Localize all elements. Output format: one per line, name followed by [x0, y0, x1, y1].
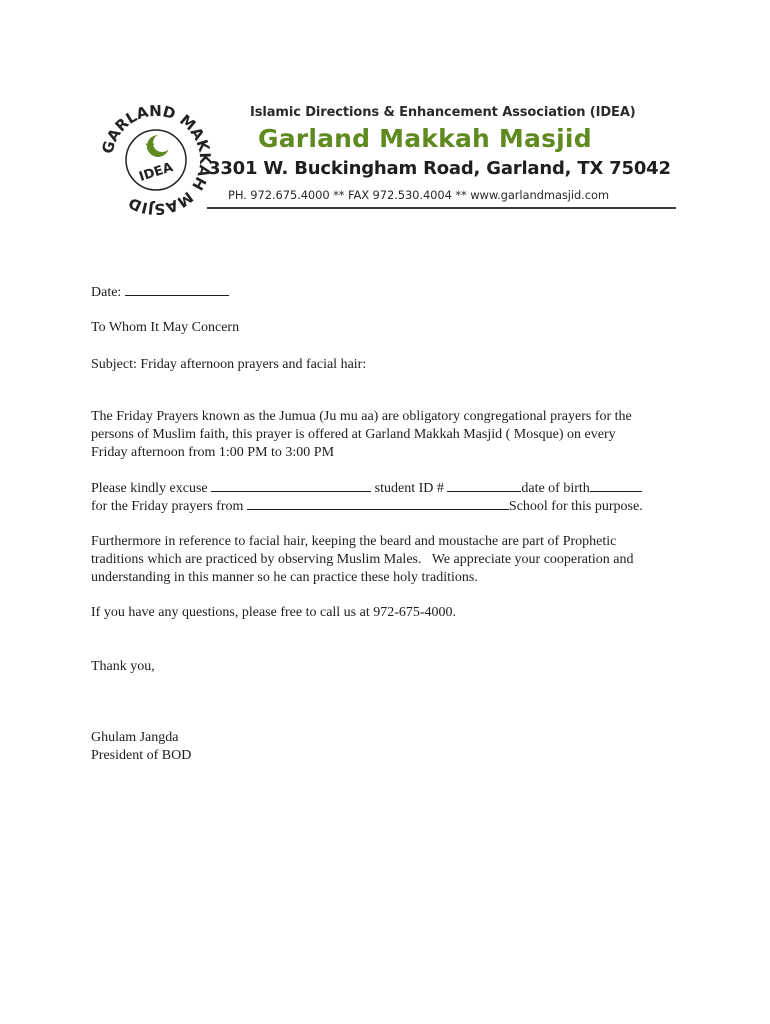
- letterhead-divider: [207, 207, 676, 209]
- contact-info: PH. 972.675.4000 ** FAX 972.530.4004 ** www.garlandmasjid.com: [228, 188, 609, 202]
- signer-name: Ghulam Jangda: [91, 730, 179, 745]
- student-id-blank: [447, 479, 521, 492]
- excuse-line-1: [91, 479, 642, 498]
- date-label: Date:: [91, 285, 122, 300]
- svg-text:GARLAND MAKKAH MASJID: GARLAND MAKKAH MASJID: [98, 101, 215, 219]
- crescent-star-icon: [145, 134, 171, 157]
- masjid-seal-logo: [92, 96, 220, 224]
- letterhead: [0, 0, 770, 230]
- paragraph-line: persons of Muslim faith, this prayer is offered at Garland Makkah Masjid ( Mosque) on every: [91, 427, 616, 442]
- paragraph-line: Furthermore in reference to facial hair, keeping the beard and moustache are part of Prophetic: [91, 534, 617, 549]
- signature-block: [91, 729, 191, 765]
- paragraph-line: The Friday Prayers known as the Jumua (Ju mu aa) are obligatory congregational prayers for the: [91, 409, 632, 424]
- org-name: Islamic Directions & Enhancement Association (IDEA): [250, 105, 636, 120]
- excuse-prefix: Please kindly excuse: [91, 481, 208, 496]
- excuse-line2-suffix: School for this purpose.: [508, 499, 643, 514]
- dob-label: date of birth: [521, 481, 590, 496]
- school-name-blank: [247, 497, 509, 510]
- dob-blank: [590, 479, 642, 492]
- paragraph-facial-hair: [91, 533, 634, 587]
- closing: Thank you,: [91, 659, 155, 674]
- masjid-address: 3301 W. Buckingham Road, Garland, TX 75042: [208, 158, 671, 179]
- paragraph-line: Friday afternoon from 1:00 PM to 3:00 PM: [91, 445, 335, 460]
- salutation: To Whom It May Concern: [91, 320, 240, 335]
- date-blank: [125, 283, 229, 296]
- date-line: [91, 283, 229, 302]
- questions-line: If you have any questions, please free to call us at 972-675-4000.: [91, 605, 457, 620]
- masjid-name: Garland Makkah Masjid: [258, 124, 592, 153]
- signer-title: President of BOD: [91, 748, 192, 763]
- svg-text:IDEA: IDEA: [137, 159, 175, 185]
- excuse-line2-prefix: for the Friday prayers from: [91, 499, 244, 514]
- student-id-label: student ID #: [374, 481, 444, 496]
- paragraph-line: understanding in this manner so he can practice these holy traditions.: [91, 570, 478, 585]
- student-name-blank: [211, 479, 371, 492]
- paragraph-jumua: [91, 408, 632, 462]
- subject-line: Subject: Friday afternoon prayers and facial hair:: [91, 357, 367, 372]
- paragraph-line: traditions which are practiced by observing Muslim Males. We appreciate your cooperation and: [91, 552, 634, 567]
- excuse-line-2: [91, 497, 643, 516]
